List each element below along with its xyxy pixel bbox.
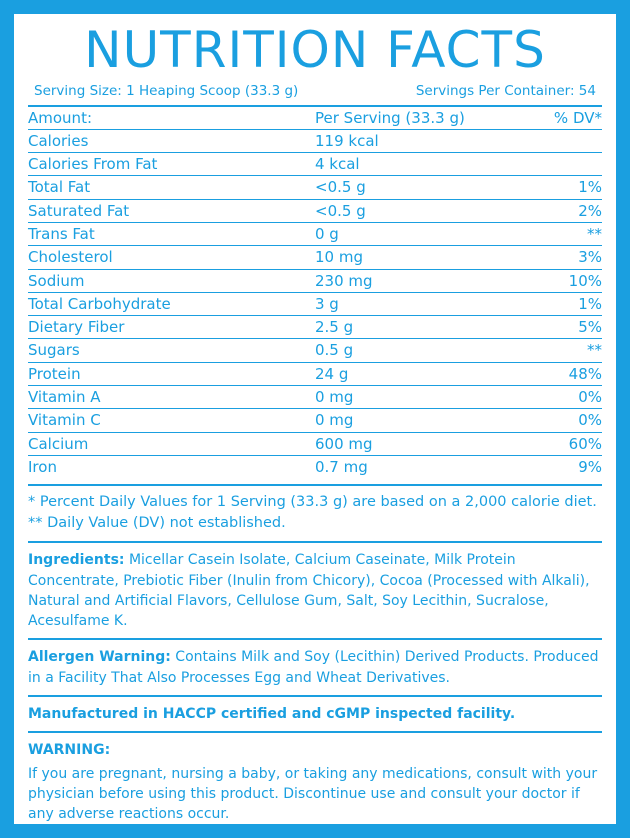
nutrient-amount: 0 g: [315, 222, 504, 245]
nutrient-amount: 0.7 mg: [315, 455, 504, 478]
nutrient-amount: 0 mg: [315, 386, 504, 409]
warning-section: [28, 731, 602, 824]
nutrient-dv: 9%: [504, 455, 602, 478]
table-row: [28, 386, 602, 409]
nutrient-dv: 3%: [504, 246, 602, 269]
warning-title: WARNING:: [28, 742, 111, 759]
nutrient-name: Iron: [28, 455, 315, 478]
nutrient-name: Trans Fat: [28, 222, 315, 245]
table-row: [28, 316, 602, 339]
nutrient-amount: <0.5 g: [315, 199, 504, 222]
nutrition-facts-panel: [14, 14, 616, 824]
nutrient-name: Sodium: [28, 269, 315, 292]
nutrient-amount: <0.5 g: [315, 176, 504, 199]
table-row: [28, 176, 602, 199]
nutrient-name: Calories From Fat: [28, 153, 315, 176]
nutrition-table: [28, 105, 602, 479]
nutrient-dv: 5%: [504, 316, 602, 339]
page-title: NUTRITION FACTS: [84, 21, 546, 79]
nutrient-amount: 2.5 g: [315, 316, 504, 339]
ingredients-text: Micellar Casein Isolate, Calcium Caseinate, Milk Protein Concentrate, Prebiotic Fiber (Inulin from Chicory), Cocoa (Processed with Alkali), Natural and Artificial Flavors, Cellulose Gum, Salt, Soy Lecithin, Sucralose, Acesulfame K.: [28, 552, 590, 630]
nutrient-name: Total Carbohydrate: [28, 292, 315, 315]
nutrient-dv: [504, 153, 602, 176]
nutrient-dv: 48%: [504, 362, 602, 385]
nutrient-amount: 4 kcal: [315, 153, 504, 176]
nutrient-amount: 119 kcal: [315, 129, 504, 152]
nutrient-dv: 0%: [504, 409, 602, 432]
column-header-amount: Amount:: [28, 106, 315, 130]
allergen-text: Contains Milk and Soy (Lecithin) Derived Products. Produced in a Facility That Also Processes Egg and Wheat Derivatives.: [28, 649, 599, 686]
nutrient-dv: 2%: [504, 199, 602, 222]
table-row: [28, 409, 602, 432]
table-row: [28, 339, 602, 362]
nutrition-table-body: [28, 106, 602, 479]
nutrient-name: Vitamin C: [28, 409, 315, 432]
nutrient-amount: 600 mg: [315, 432, 504, 455]
nutrient-dv: 1%: [504, 176, 602, 199]
footnote-percent-daily-value: * Percent Daily Values for 1 Serving (33.3 g) are based on a 2,000 calorie diet.: [28, 494, 597, 511]
nutrient-name: Protein: [28, 362, 315, 385]
nutrient-amount: 3 g: [315, 292, 504, 315]
nutrient-dv: **: [504, 339, 602, 362]
table-row: [28, 269, 602, 292]
ingredients-label: Ingredients:: [28, 552, 125, 569]
table-row: [28, 455, 602, 478]
nutrient-amount: 0 mg: [315, 409, 504, 432]
nutrient-name: Total Fat: [28, 176, 315, 199]
table-row: [28, 292, 602, 315]
column-header-per-serving: Per Serving (33.3 g): [315, 106, 504, 130]
nutrient-amount: 0.5 g: [315, 339, 504, 362]
allergen-label: Allergen Warning:: [28, 649, 171, 666]
table-row: [28, 153, 602, 176]
nutrient-dv: 1%: [504, 292, 602, 315]
nutrient-amount: 10 mg: [315, 246, 504, 269]
nutrient-amount: 24 g: [315, 362, 504, 385]
table-row: [28, 362, 602, 385]
nutrient-name: Cholesterol: [28, 246, 315, 269]
nutrient-name: Saturated Fat: [28, 199, 315, 222]
nutrient-name: Dietary Fiber: [28, 316, 315, 339]
ingredients-section: [28, 541, 602, 631]
table-header-row: [28, 106, 602, 130]
serving-info: [28, 83, 602, 105]
column-header-dv: % DV*: [504, 106, 602, 130]
nutrient-name: Calories: [28, 129, 315, 152]
table-row: [28, 199, 602, 222]
warning-text: If you are pregnant, nursing a baby, or taking any medications, consult with your physician before using this product. Discontinue use and consult your doctor if any adverse reactions occur.: [28, 765, 598, 823]
table-row: [28, 246, 602, 269]
footnote-dv-not-established: ** Daily Value (DV) not established.: [28, 515, 286, 532]
nutrient-name: Calcium: [28, 432, 315, 455]
nutrient-name: Vitamin A: [28, 386, 315, 409]
nutrient-name: Sugars: [28, 339, 315, 362]
footnotes: [28, 484, 602, 534]
table-row: [28, 129, 602, 152]
nutrient-dv: **: [504, 222, 602, 245]
manufacturing-section: Manufactured in HACCP certified and cGMP inspected facility.: [28, 695, 602, 724]
allergen-section: [28, 638, 602, 688]
nutrient-dv: 10%: [504, 269, 602, 292]
nutrient-dv: 0%: [504, 386, 602, 409]
nutrient-amount: 230 mg: [315, 269, 504, 292]
table-row: [28, 432, 602, 455]
nutrient-dv: [504, 129, 602, 152]
serving-size: Serving Size: 1 Heaping Scoop (33.3 g): [34, 82, 299, 99]
servings-per-container: Servings Per Container: 54: [415, 82, 596, 99]
table-row: [28, 222, 602, 245]
nutrient-dv: 60%: [504, 432, 602, 455]
